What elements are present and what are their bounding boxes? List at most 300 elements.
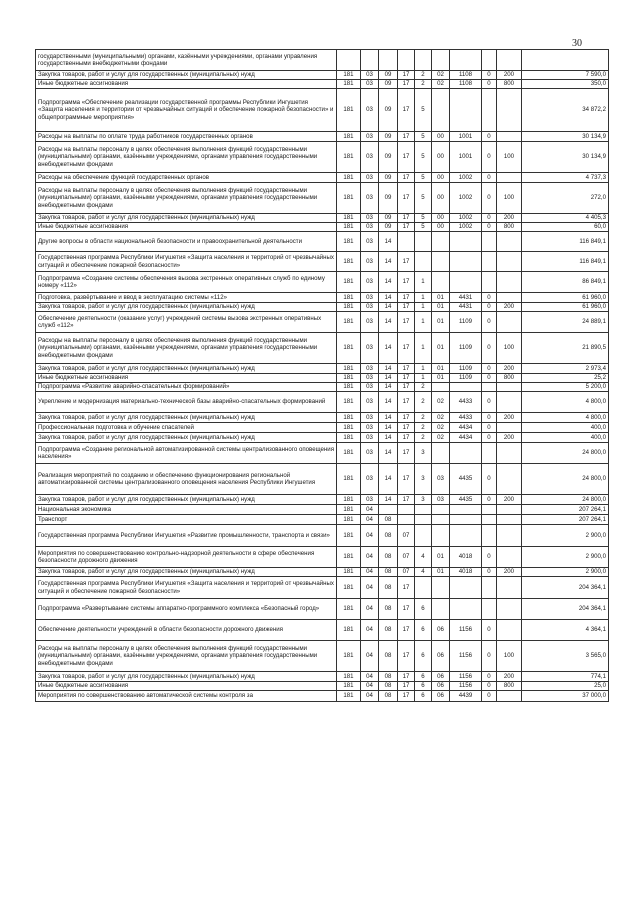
cell-prog: 17 xyxy=(398,433,415,443)
cell-pr: 08 xyxy=(379,568,398,577)
table-row xyxy=(36,232,609,252)
cell-ved: 181 xyxy=(337,691,361,702)
cell-sub xyxy=(415,515,432,525)
cell-name: государственными (муниципальными) органами, казёнными учреждениями, органами управления государственными внебюджетными фондами xyxy=(36,50,337,71)
cell-dop xyxy=(482,515,497,525)
cell-sub: 2 xyxy=(415,392,432,413)
cell-pr: 14 xyxy=(379,272,398,293)
cell-napr xyxy=(450,272,482,293)
cell-ved: 181 xyxy=(337,252,361,272)
cell-prog: 17 xyxy=(398,392,415,413)
cell-dop: 0 xyxy=(482,413,497,423)
cell-rz: 04 xyxy=(361,525,379,547)
cell-vr: 200 xyxy=(497,303,522,312)
cell-name: Закупка товаров, работ и услуг для государственных (муниципальных) нужд xyxy=(36,495,337,505)
cell-name: Иные бюджетные ассигнования xyxy=(36,682,337,691)
cell-osn: 02 xyxy=(432,413,450,423)
cell-dop: 0 xyxy=(482,620,497,641)
cell-osn xyxy=(432,525,450,547)
cell-dop: 0 xyxy=(482,214,497,223)
cell-sub xyxy=(415,505,432,515)
cell-osn: 01 xyxy=(432,312,450,333)
cell-osn: 01 xyxy=(432,333,450,364)
cell-pr: 14 xyxy=(379,303,398,312)
cell-ved: 181 xyxy=(337,89,361,132)
cell-osn: 03 xyxy=(432,495,450,505)
table-row xyxy=(36,464,609,495)
cell-ved: 181 xyxy=(337,142,361,173)
cell-name: Подпрограмма «Развитие аварийно-спасательных формирований» xyxy=(36,383,337,392)
cell-rz: 03 xyxy=(361,374,379,383)
cell-napr xyxy=(450,89,482,132)
cell-dop: 0 xyxy=(482,672,497,682)
cell-pr: 14 xyxy=(379,252,398,272)
table-row xyxy=(36,80,609,89)
cell-pr: 08 xyxy=(379,577,398,599)
cell-sub: 5 xyxy=(415,142,432,173)
cell-prog: 17 xyxy=(398,173,415,183)
cell-napr: 4435 xyxy=(450,495,482,505)
cell-sum: 34 872,2 xyxy=(522,89,609,132)
cell-osn xyxy=(432,577,450,599)
cell-sum: 116 849,1 xyxy=(522,232,609,252)
cell-ved: 181 xyxy=(337,173,361,183)
cell-ved: 181 xyxy=(337,364,361,374)
cell-prog: 17 xyxy=(398,303,415,312)
cell-napr: 4433 xyxy=(450,413,482,423)
cell-prog: 17 xyxy=(398,252,415,272)
table-row xyxy=(36,132,609,142)
cell-osn: 00 xyxy=(432,173,450,183)
table-row xyxy=(36,691,609,702)
cell-ved: 181 xyxy=(337,525,361,547)
cell-sub: 3 xyxy=(415,464,432,495)
cell-sub: 1 xyxy=(415,303,432,312)
cell-rz xyxy=(361,50,379,71)
cell-prog: 17 xyxy=(398,89,415,132)
cell-pr: 09 xyxy=(379,80,398,89)
cell-sub: 6 xyxy=(415,682,432,691)
cell-ved: 181 xyxy=(337,568,361,577)
cell-dop: 0 xyxy=(482,142,497,173)
table-row xyxy=(36,641,609,672)
cell-pr: 14 xyxy=(379,232,398,252)
cell-vr xyxy=(497,515,522,525)
cell-vr: 200 xyxy=(497,214,522,223)
cell-osn: 01 xyxy=(432,547,450,568)
budget-table xyxy=(35,49,609,702)
cell-ved: 181 xyxy=(337,183,361,214)
cell-name: Закупка товаров, работ и услуг для государственных (муниципальных) нужд xyxy=(36,71,337,80)
cell-dop: 0 xyxy=(482,312,497,333)
cell-dop: 0 xyxy=(482,568,497,577)
cell-ved: 181 xyxy=(337,272,361,293)
cell-sub: 1 xyxy=(415,293,432,303)
cell-vr xyxy=(497,691,522,702)
cell-osn: 02 xyxy=(432,80,450,89)
cell-osn: 06 xyxy=(432,672,450,682)
cell-ved: 181 xyxy=(337,413,361,423)
cell-rz: 03 xyxy=(361,232,379,252)
cell-sum: 24 800,0 xyxy=(522,464,609,495)
table-row xyxy=(36,495,609,505)
cell-osn xyxy=(432,272,450,293)
cell-sub: 1 xyxy=(415,333,432,364)
cell-name: Расходы на выплаты персоналу в целях обеспечения выполнения функций государственными (муниципальными) органами, казёнными учреждениями, органами управления государственными внебюджетными фондами xyxy=(36,641,337,672)
cell-napr xyxy=(450,232,482,252)
cell-dop xyxy=(482,252,497,272)
cell-dop: 0 xyxy=(482,423,497,433)
cell-sub: 1 xyxy=(415,364,432,374)
cell-prog: 17 xyxy=(398,682,415,691)
cell-prog: 17 xyxy=(398,272,415,293)
cell-sum: 272,0 xyxy=(522,183,609,214)
cell-napr: 4439 xyxy=(450,691,482,702)
cell-rz: 03 xyxy=(361,173,379,183)
cell-vr: 200 xyxy=(497,413,522,423)
cell-vr xyxy=(497,525,522,547)
cell-sum: 774,1 xyxy=(522,672,609,682)
cell-prog xyxy=(398,50,415,71)
cell-vr: 200 xyxy=(497,495,522,505)
cell-vr xyxy=(497,423,522,433)
cell-napr xyxy=(450,599,482,620)
cell-sum: 24 800,0 xyxy=(522,495,609,505)
cell-prog: 17 xyxy=(398,383,415,392)
cell-ved: 181 xyxy=(337,293,361,303)
cell-vr xyxy=(497,89,522,132)
cell-vr: 800 xyxy=(497,223,522,232)
cell-sum: 61 960,0 xyxy=(522,303,609,312)
table-row xyxy=(36,333,609,364)
cell-napr: 1002 xyxy=(450,183,482,214)
cell-prog: 17 xyxy=(398,423,415,433)
cell-rz: 03 xyxy=(361,495,379,505)
cell-dop: 0 xyxy=(482,495,497,505)
cell-napr: 4433 xyxy=(450,392,482,413)
cell-sub: 5 xyxy=(415,214,432,223)
table-row xyxy=(36,443,609,464)
cell-sum: 204 364,1 xyxy=(522,599,609,620)
cell-pr xyxy=(379,505,398,515)
cell-pr: 08 xyxy=(379,672,398,682)
cell-sum: 86 849,1 xyxy=(522,272,609,293)
cell-napr: 4431 xyxy=(450,303,482,312)
cell-name: Подпрограмма «Создание системы обеспечения вызова экстренных оперативных служб по единому номеру «112» xyxy=(36,272,337,293)
cell-rz: 04 xyxy=(361,547,379,568)
cell-napr xyxy=(450,383,482,392)
cell-prog: 17 xyxy=(398,183,415,214)
cell-pr: 09 xyxy=(379,223,398,232)
cell-osn xyxy=(432,443,450,464)
table-row xyxy=(36,515,609,525)
cell-prog: 17 xyxy=(398,312,415,333)
table-row xyxy=(36,223,609,232)
cell-napr: 4435 xyxy=(450,464,482,495)
cell-dop: 0 xyxy=(482,183,497,214)
cell-rz: 03 xyxy=(361,423,379,433)
cell-pr: 09 xyxy=(379,173,398,183)
cell-prog: 17 xyxy=(398,620,415,641)
cell-name: Реализация мероприятий по созданию и обеспечению функционирования региональной автоматизированной системы централизованного оповещения населения Республики Ингушетия xyxy=(36,464,337,495)
table-row xyxy=(36,173,609,183)
cell-name: Закупка товаров, работ и услуг для государственных (муниципальных) нужд xyxy=(36,214,337,223)
cell-prog: 17 xyxy=(398,577,415,599)
cell-dop xyxy=(482,599,497,620)
cell-rz: 03 xyxy=(361,252,379,272)
cell-sum: 2 900,0 xyxy=(522,525,609,547)
cell-sum: 61 960,0 xyxy=(522,293,609,303)
cell-napr: 1002 xyxy=(450,223,482,232)
table-row xyxy=(36,383,609,392)
cell-sum: 25,2 xyxy=(522,374,609,383)
cell-osn xyxy=(432,515,450,525)
budget-table-body xyxy=(36,50,609,702)
cell-ved: 181 xyxy=(337,443,361,464)
cell-pr: 14 xyxy=(379,413,398,423)
cell-rz: 03 xyxy=(361,89,379,132)
cell-osn xyxy=(432,599,450,620)
cell-prog xyxy=(398,505,415,515)
cell-napr: 1156 xyxy=(450,620,482,641)
cell-rz: 03 xyxy=(361,333,379,364)
cell-napr: 1156 xyxy=(450,672,482,682)
cell-sum xyxy=(522,50,609,71)
cell-rz: 03 xyxy=(361,272,379,293)
cell-vr: 100 xyxy=(497,641,522,672)
cell-sum: 30 134,9 xyxy=(522,132,609,142)
cell-ved: 181 xyxy=(337,599,361,620)
cell-osn xyxy=(432,252,450,272)
cell-pr: 08 xyxy=(379,691,398,702)
cell-napr: 4434 xyxy=(450,423,482,433)
cell-pr: 08 xyxy=(379,525,398,547)
cell-dop xyxy=(482,525,497,547)
cell-pr: 14 xyxy=(379,423,398,433)
cell-prog: 17 xyxy=(398,214,415,223)
cell-osn: 01 xyxy=(432,364,450,374)
table-row xyxy=(36,364,609,374)
cell-name: Мероприятия по совершенствованию автоматической системы контроля за xyxy=(36,691,337,702)
cell-prog: 17 xyxy=(398,71,415,80)
cell-sub: 5 xyxy=(415,173,432,183)
cell-name: Иные бюджетные ассигнования xyxy=(36,223,337,232)
cell-prog: 17 xyxy=(398,599,415,620)
cell-sub: 4 xyxy=(415,568,432,577)
cell-name: Закупка товаров, работ и услуг для государственных (муниципальных) нужд xyxy=(36,672,337,682)
cell-dop: 0 xyxy=(482,691,497,702)
cell-osn xyxy=(432,232,450,252)
cell-osn: 01 xyxy=(432,568,450,577)
cell-napr: 4431 xyxy=(450,293,482,303)
cell-rz: 03 xyxy=(361,413,379,423)
cell-osn: 01 xyxy=(432,303,450,312)
cell-ved: 181 xyxy=(337,312,361,333)
cell-dop xyxy=(482,50,497,71)
cell-napr: 1156 xyxy=(450,641,482,672)
cell-ved: 181 xyxy=(337,577,361,599)
cell-rz: 04 xyxy=(361,515,379,525)
cell-name: Укрепление и модернизация материально-технической базы аварийно-спасательных формирований xyxy=(36,392,337,413)
cell-pr: 09 xyxy=(379,142,398,173)
table-row xyxy=(36,423,609,433)
cell-osn: 01 xyxy=(432,293,450,303)
cell-sum: 2 900,0 xyxy=(522,547,609,568)
cell-name: Расходы на выплаты по оплате труда работников государственных органов xyxy=(36,132,337,142)
cell-napr: 1109 xyxy=(450,312,482,333)
cell-sub: 5 xyxy=(415,183,432,214)
cell-prog: 07 xyxy=(398,568,415,577)
cell-sum: 400,0 xyxy=(522,423,609,433)
cell-prog: 17 xyxy=(398,293,415,303)
cell-sub: 2 xyxy=(415,433,432,443)
cell-ved: 181 xyxy=(337,232,361,252)
cell-ved: 181 xyxy=(337,132,361,142)
cell-rz: 03 xyxy=(361,132,379,142)
cell-sum: 4 405,3 xyxy=(522,214,609,223)
cell-name: Обеспечение деятельности учреждений в области безопасности дорожного движения xyxy=(36,620,337,641)
cell-osn: 06 xyxy=(432,682,450,691)
cell-sub: 4 xyxy=(415,547,432,568)
table-row xyxy=(36,547,609,568)
cell-osn xyxy=(432,505,450,515)
cell-vr: 200 xyxy=(497,71,522,80)
cell-sum: 350,0 xyxy=(522,80,609,89)
cell-ved: 181 xyxy=(337,620,361,641)
cell-sub: 6 xyxy=(415,672,432,682)
cell-pr xyxy=(379,50,398,71)
cell-osn: 06 xyxy=(432,620,450,641)
cell-name: Закупка товаров, работ и услуг для государственных (муниципальных) нужд xyxy=(36,303,337,312)
cell-name: Государственная программа Республики Ингушетия «Развитие промышленности, транспорта и связи» xyxy=(36,525,337,547)
cell-ved: 181 xyxy=(337,374,361,383)
cell-dop: 0 xyxy=(482,303,497,312)
cell-sub: 2 xyxy=(415,71,432,80)
cell-prog: 17 xyxy=(398,672,415,682)
cell-dop: 0 xyxy=(482,80,497,89)
cell-dop: 0 xyxy=(482,547,497,568)
cell-dop xyxy=(482,443,497,464)
cell-pr: 14 xyxy=(379,464,398,495)
cell-pr: 09 xyxy=(379,89,398,132)
cell-rz: 04 xyxy=(361,691,379,702)
cell-dop: 0 xyxy=(482,293,497,303)
table-row xyxy=(36,620,609,641)
cell-ved: 181 xyxy=(337,672,361,682)
table-row xyxy=(36,183,609,214)
cell-prog: 17 xyxy=(398,223,415,232)
cell-dop: 0 xyxy=(482,71,497,80)
cell-napr: 1001 xyxy=(450,142,482,173)
cell-osn: 01 xyxy=(432,374,450,383)
cell-rz: 03 xyxy=(361,383,379,392)
cell-osn: 02 xyxy=(432,71,450,80)
cell-napr: 1108 xyxy=(450,80,482,89)
cell-osn: 03 xyxy=(432,464,450,495)
cell-ved: 181 xyxy=(337,80,361,89)
cell-dop xyxy=(482,89,497,132)
cell-sum: 207 264,1 xyxy=(522,515,609,525)
cell-sub: 1 xyxy=(415,374,432,383)
table-row xyxy=(36,433,609,443)
cell-pr: 08 xyxy=(379,620,398,641)
cell-pr: 09 xyxy=(379,132,398,142)
cell-pr: 14 xyxy=(379,312,398,333)
cell-vr xyxy=(497,232,522,252)
cell-rz: 04 xyxy=(361,682,379,691)
cell-sum: 24 800,0 xyxy=(522,443,609,464)
cell-ved: 181 xyxy=(337,71,361,80)
cell-sub: 2 xyxy=(415,413,432,423)
cell-vr: 200 xyxy=(497,433,522,443)
cell-vr: 800 xyxy=(497,682,522,691)
cell-pr: 14 xyxy=(379,433,398,443)
cell-rz: 03 xyxy=(361,392,379,413)
cell-ved: 181 xyxy=(337,214,361,223)
cell-sub: 3 xyxy=(415,495,432,505)
cell-napr: 1109 xyxy=(450,374,482,383)
cell-osn xyxy=(432,89,450,132)
page-number: 30 xyxy=(572,38,582,49)
cell-sum: 60,0 xyxy=(522,223,609,232)
cell-vr xyxy=(497,392,522,413)
cell-vr xyxy=(497,383,522,392)
cell-sub: 6 xyxy=(415,691,432,702)
cell-sub xyxy=(415,232,432,252)
cell-prog: 07 xyxy=(398,547,415,568)
cell-name: Обеспечение деятельности (оказание услуг) учреждений системы вызова экстренных оперативных служб «112» xyxy=(36,312,337,333)
cell-napr: 1002 xyxy=(450,173,482,183)
cell-sum: 21 890,5 xyxy=(522,333,609,364)
cell-ved: 181 xyxy=(337,682,361,691)
cell-sub: 2 xyxy=(415,423,432,433)
cell-vr: 200 xyxy=(497,364,522,374)
cell-napr: 1108 xyxy=(450,71,482,80)
table-row xyxy=(36,374,609,383)
cell-sum: 2 973,4 xyxy=(522,364,609,374)
cell-sub xyxy=(415,525,432,547)
cell-vr: 800 xyxy=(497,374,522,383)
cell-dop: 0 xyxy=(482,433,497,443)
cell-pr: 09 xyxy=(379,183,398,214)
cell-dop: 0 xyxy=(482,464,497,495)
cell-rz: 04 xyxy=(361,599,379,620)
cell-napr xyxy=(450,525,482,547)
cell-sum: 400,0 xyxy=(522,433,609,443)
cell-pr: 14 xyxy=(379,392,398,413)
table-row xyxy=(36,142,609,173)
cell-vr xyxy=(497,272,522,293)
cell-napr xyxy=(450,443,482,464)
cell-dop: 0 xyxy=(482,132,497,142)
cell-vr xyxy=(497,252,522,272)
cell-name: Профессиональная подготовка и обучение спасателей xyxy=(36,423,337,433)
table-row xyxy=(36,89,609,132)
cell-rz: 03 xyxy=(361,364,379,374)
cell-rz: 03 xyxy=(361,71,379,80)
cell-rz: 03 xyxy=(361,464,379,495)
cell-dop xyxy=(482,577,497,599)
cell-napr: 1156 xyxy=(450,682,482,691)
cell-napr xyxy=(450,577,482,599)
cell-ved: 181 xyxy=(337,495,361,505)
cell-ved: 181 xyxy=(337,333,361,364)
cell-sub xyxy=(415,50,432,71)
cell-name: Закупка товаров, работ и услуг для государственных (муниципальных) нужд xyxy=(36,413,337,423)
cell-name: Расходы на обеспечение функций государственных органов xyxy=(36,173,337,183)
cell-pr: 14 xyxy=(379,364,398,374)
cell-dop xyxy=(482,383,497,392)
